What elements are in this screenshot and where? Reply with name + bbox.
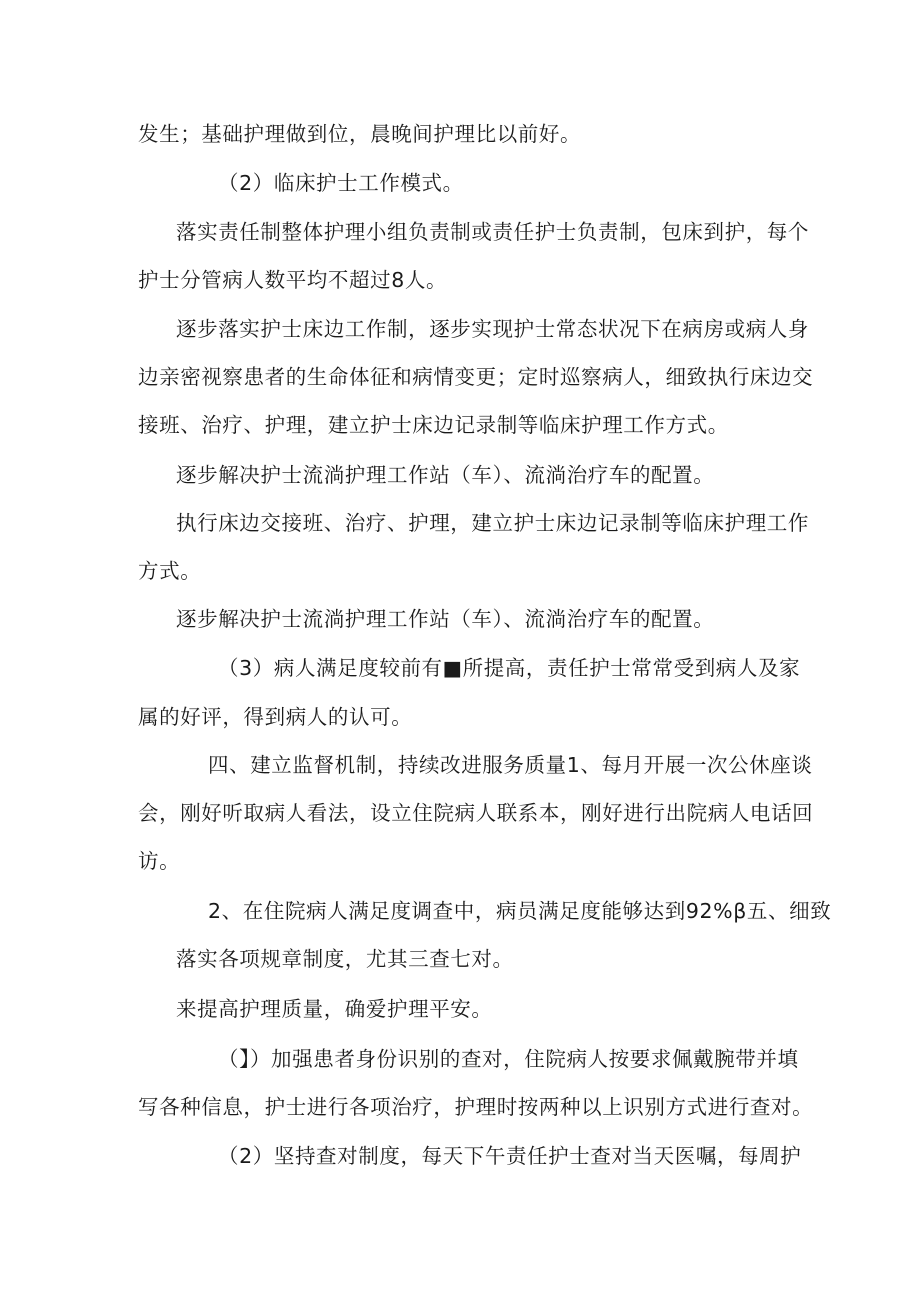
text-line: （3）病人满足度较前有■所提高，责任护士常常受到病人及家 (218, 656, 801, 680)
text-line: 执行床边交接班、治疗、护理，建立护士床边记录制等临床护理工作 (176, 511, 809, 535)
text-line: 2、在住院病人满足度调查中，病员满足度能够达到92%β五、细致 (208, 899, 832, 923)
text-line: 逐步解决护士流淌护理工作站（车）、流淌治疗车的配置。 (176, 607, 715, 631)
text-line: 来提高护理质量，确爱护理平安。 (176, 997, 493, 1021)
text-line: 逐步落实护士床边工作制，逐步实现护士常态状况下在病房或病人身 (176, 317, 809, 341)
text-line: 边亲密视察患者的生命体征和病情变更；定时巡察病人，细致执行床边交 (138, 365, 814, 389)
text-line: 逐步解决护士流淌护理工作站（车）、流淌治疗车的配置。 (176, 463, 715, 487)
text-line: 访。 (138, 849, 181, 873)
text-line: （2）坚持查对制度，每天下午责任护士查对当天医嘱，每周护 (218, 1144, 802, 1168)
text-line: （】）加强患者身份识别的查对，住院病人按要求佩戴腕带并填 (218, 1047, 799, 1071)
text-line: 落实各项规章制度，尤其三查七对。 (176, 947, 514, 971)
text-line: （2）临床护士工作模式。 (218, 171, 464, 195)
text-line: 会，刚好听取病人看法，设立住院病人联系本，刚好进行出院病人电话回 (138, 801, 814, 825)
text-line: 发生；基础护理做到位，晨晚间护理比以前好。 (138, 122, 582, 146)
text-line: 护士分管病人数平均不超过8人。 (138, 268, 448, 292)
text-line: 接班、治疗、护理，建立护士床边记录制等临床护理工作方式。 (138, 413, 729, 437)
text-line: 落实责任制整体护理小组负责制或责任护士负责制，包床到护，每个 (176, 220, 809, 244)
text-line: 写各种信息，护士进行各项治疗，护理时按两种以上识别方式进行查对。 (138, 1095, 814, 1119)
text-line: 方式。 (138, 559, 202, 583)
text-line: 四、建立监督机制，持续改进服务质量1、每月开展一次公休座谈 (208, 753, 813, 777)
text-line: 属的好评，得到病人的认可。 (138, 705, 413, 729)
